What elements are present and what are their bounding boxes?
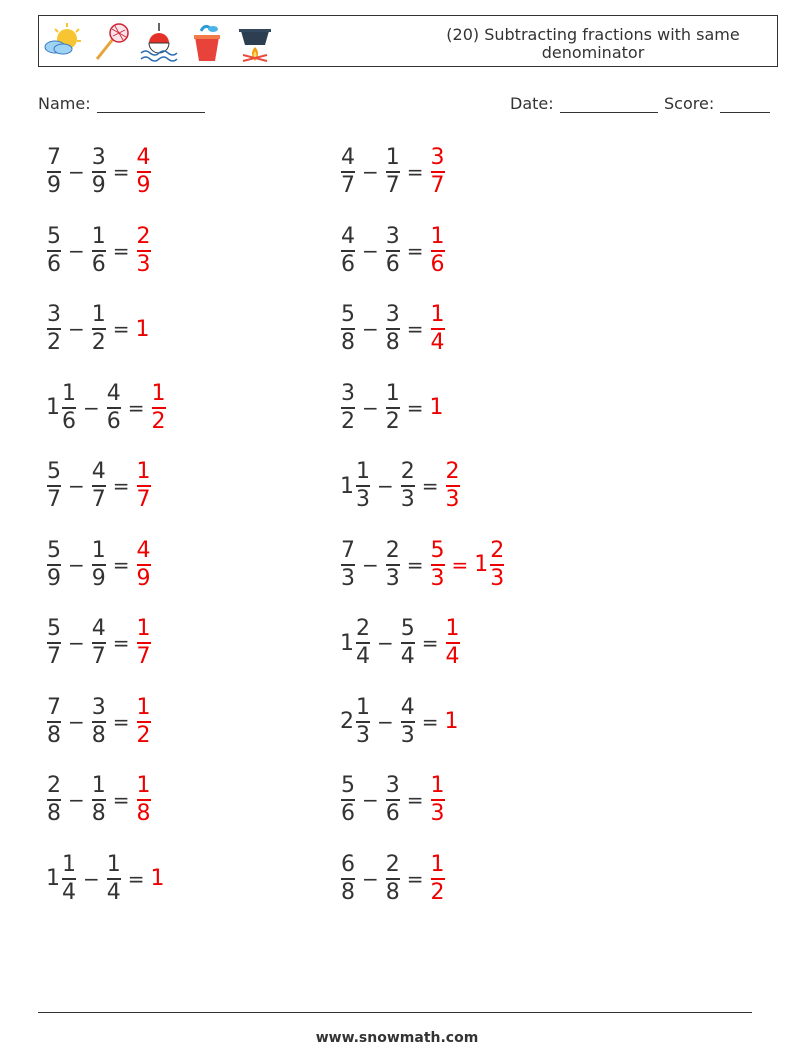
minuend-denominator: 6 — [62, 408, 76, 434]
subtrahend — [91, 224, 107, 278]
minuend-numerator: 3 — [341, 380, 355, 406]
answer — [136, 616, 152, 670]
problem-6 — [340, 302, 446, 356]
minuend-denominator: 7 — [47, 487, 61, 512]
minuend — [61, 852, 77, 906]
answer-fraction-numerator: 2 — [445, 459, 460, 484]
problem-16 — [340, 695, 460, 749]
problem-10 — [340, 459, 461, 513]
minuend-numerator: 7 — [47, 694, 61, 720]
answer-fraction-denominator: 3 — [430, 801, 445, 826]
subtrahend-numerator: 1 — [91, 223, 106, 249]
answer — [136, 224, 152, 278]
equals-sign: = — [112, 631, 130, 655]
problem-7 — [46, 381, 167, 435]
equals-sign: = — [127, 866, 145, 891]
minus-sign: − — [68, 788, 85, 812]
subtrahend-numerator: 1 — [385, 145, 400, 170]
subtrahend — [385, 852, 401, 906]
answer-fraction-numerator: 4 — [136, 145, 151, 170]
subtrahend-denominator: 2 — [385, 408, 400, 434]
minuend — [355, 695, 371, 749]
problem-20 — [340, 852, 446, 906]
subtrahend-denominator: 9 — [91, 173, 106, 198]
answer — [151, 866, 166, 891]
minuend-numerator: 1 — [356, 694, 370, 720]
minuend-numerator: 4 — [341, 145, 355, 170]
minus-sign: − — [377, 631, 394, 655]
minuend-numerator: 7 — [341, 537, 355, 563]
equals-sign: = — [127, 395, 145, 420]
answer-fraction — [151, 381, 167, 435]
date-field — [510, 94, 658, 113]
problem-5 — [46, 302, 151, 356]
header-icons — [43, 20, 275, 64]
date-label: Date: — [510, 94, 554, 113]
answer-fraction-denominator: 2 — [151, 408, 166, 434]
subtrahend-denominator: 6 — [91, 251, 106, 277]
equals-sign: = — [406, 788, 424, 812]
answer-fraction-numerator: 1 — [430, 773, 445, 798]
subtrahend-denominator: 6 — [385, 251, 400, 277]
answer-fraction-whole: 1 — [444, 709, 459, 734]
equals-sign: = — [406, 238, 424, 263]
equals-sign: = — [451, 552, 469, 577]
minuend-denominator: 8 — [47, 801, 61, 826]
minus-sign: − — [377, 474, 394, 498]
subtrahend-denominator: 8 — [385, 330, 400, 355]
answer — [430, 538, 506, 592]
answer — [445, 709, 460, 734]
subtrahend-numerator: 3 — [385, 773, 400, 798]
minuend — [340, 852, 356, 906]
minuend — [46, 538, 62, 592]
answer-fraction-denominator: 6 — [430, 251, 445, 277]
answer-fraction — [445, 459, 461, 513]
minuend-numerator: 1 — [356, 459, 370, 484]
answer-fraction-denominator: 3 — [490, 565, 505, 591]
subtrahend-numerator: 5 — [400, 616, 415, 641]
answer-fraction — [136, 538, 152, 592]
sand-bucket-icon — [187, 21, 227, 63]
subtrahend — [400, 616, 416, 670]
problem-14 — [340, 616, 461, 670]
answer-fraction-whole: 1 — [135, 316, 150, 342]
subtrahend-numerator: 4 — [400, 694, 415, 720]
minuend-numerator: 1 — [62, 851, 76, 877]
answer — [136, 695, 152, 749]
footer-divider — [38, 1012, 752, 1013]
minus-sign: − — [362, 160, 379, 184]
equals-sign: = — [406, 317, 424, 341]
minuend-denominator: 8 — [47, 722, 61, 748]
minus-sign: − — [68, 238, 85, 263]
answer-fraction — [489, 538, 505, 592]
subtrahend — [91, 616, 107, 670]
problem-13 — [46, 616, 152, 670]
minuend-denominator: 3 — [341, 565, 355, 591]
campfire-pot-icon — [235, 21, 275, 63]
subtrahend-denominator: 3 — [385, 565, 400, 591]
subtrahend-numerator: 2 — [385, 537, 400, 563]
subtrahend — [385, 538, 401, 592]
minuend-denominator: 7 — [341, 173, 355, 198]
answer — [136, 459, 152, 513]
subtrahend-denominator: 6 — [106, 408, 121, 434]
score-field — [664, 94, 770, 113]
minuend — [340, 381, 356, 435]
subtrahend — [385, 302, 401, 356]
answer-fraction-whole: 1 — [429, 395, 444, 420]
equals-sign: = — [406, 160, 424, 184]
answer — [430, 145, 446, 199]
subtrahend — [91, 538, 107, 592]
answer-fraction-denominator: 3 — [136, 251, 151, 277]
subtrahend-denominator: 8 — [385, 879, 400, 905]
minus-sign: − — [68, 160, 85, 184]
minuend-denominator: 6 — [341, 801, 355, 826]
answer-fraction-whole: 1 — [474, 552, 489, 577]
minus-sign: − — [362, 395, 379, 420]
minus-sign: − — [68, 474, 85, 498]
answer — [445, 459, 461, 513]
minuend-numerator: 2 — [356, 616, 370, 641]
answer-fraction — [445, 616, 461, 670]
answer-fraction — [430, 538, 446, 592]
subtrahend-numerator: 3 — [385, 223, 400, 249]
equals-sign: = — [112, 474, 130, 498]
subtrahend — [91, 302, 107, 356]
minus-sign: − — [68, 631, 85, 655]
equals-sign: = — [406, 395, 424, 420]
answer-fraction — [430, 852, 446, 906]
subtrahend-denominator: 3 — [400, 487, 415, 512]
name-blank[interactable] — [97, 96, 205, 113]
minuend-denominator: 2 — [341, 408, 355, 434]
answer-fraction-numerator: 1 — [430, 851, 445, 877]
equals-sign: = — [112, 709, 130, 734]
problem-12 — [340, 538, 505, 592]
subtrahend — [91, 145, 107, 199]
answer-fraction-denominator: 3 — [430, 565, 445, 591]
minuend-numerator: 5 — [341, 773, 355, 798]
answer-fraction-numerator: 1 — [430, 302, 445, 327]
minuend-denominator: 3 — [356, 722, 370, 748]
subtrahend-denominator: 6 — [385, 801, 400, 826]
minuend-denominator: 4 — [62, 879, 76, 905]
subtrahend — [400, 459, 416, 513]
minus-sign: − — [362, 866, 379, 891]
subtrahend-denominator: 7 — [91, 644, 106, 669]
answer-fraction — [136, 695, 152, 749]
minus-sign: − — [83, 395, 100, 420]
problem-19 — [46, 852, 166, 906]
answer-fraction-numerator: 2 — [490, 537, 505, 563]
answer — [445, 616, 461, 670]
minuend-numerator: 5 — [47, 537, 61, 563]
worksheet-title: (20) Subtracting fractions with same denominator — [446, 25, 740, 62]
answer-fraction-numerator: 5 — [430, 537, 445, 563]
subtrahend-numerator: 3 — [91, 145, 106, 170]
subtrahend-denominator: 3 — [400, 722, 415, 748]
problem-11 — [46, 538, 152, 592]
minuend — [340, 773, 356, 827]
score-label: Score: — [664, 94, 715, 113]
subtrahend-numerator: 2 — [385, 851, 400, 877]
subtrahend-denominator: 8 — [91, 722, 106, 748]
answer-fraction-denominator: 4 — [430, 330, 445, 355]
problem-9 — [46, 459, 152, 513]
answer — [430, 773, 446, 827]
answer — [136, 317, 151, 342]
problem-8 — [340, 381, 445, 435]
minuend-denominator: 8 — [341, 330, 355, 355]
answer — [430, 852, 446, 906]
answer-fraction-whole: 1 — [150, 866, 165, 891]
subtrahend-numerator: 3 — [385, 302, 400, 327]
minus-sign: − — [362, 317, 379, 341]
minuend-numerator: 6 — [341, 851, 355, 877]
minuend-whole: 1 — [46, 866, 60, 891]
subtrahend-numerator: 1 — [91, 773, 106, 798]
worksheet-header — [38, 15, 778, 67]
subtrahend-numerator: 4 — [91, 616, 106, 641]
answer — [430, 395, 445, 420]
subtrahend-numerator: 4 — [106, 380, 121, 406]
minuend — [46, 302, 62, 356]
minus-sign: − — [362, 238, 379, 263]
subtrahend — [106, 852, 122, 906]
subtrahend — [91, 773, 107, 827]
subtrahend — [385, 145, 401, 199]
minuend — [46, 145, 62, 199]
answer-fraction — [136, 145, 152, 199]
minuend-numerator: 2 — [47, 773, 61, 798]
answer-fraction-numerator: 3 — [430, 145, 445, 170]
equals-sign: = — [112, 788, 130, 812]
equals-sign: = — [112, 160, 130, 184]
subtrahend-denominator: 2 — [91, 330, 106, 355]
answer-fraction — [136, 459, 152, 513]
subtrahend — [385, 381, 401, 435]
problem-17 — [46, 773, 152, 827]
answer-fraction-denominator: 9 — [136, 565, 151, 591]
subtrahend-denominator: 4 — [106, 879, 121, 905]
sun-cloud-icon — [43, 21, 83, 63]
score-blank[interactable] — [720, 96, 770, 113]
subtrahend-numerator: 2 — [400, 459, 415, 484]
minuend-denominator: 9 — [47, 565, 61, 591]
minuend — [46, 224, 62, 278]
answer-fraction-numerator: 1 — [151, 380, 166, 406]
equals-sign: = — [421, 474, 439, 498]
subtrahend-denominator: 7 — [385, 173, 400, 198]
subtrahend-denominator: 8 — [91, 801, 106, 826]
equals-sign: = — [112, 552, 130, 577]
minus-sign: − — [68, 317, 85, 341]
equals-sign: = — [421, 709, 439, 734]
minuend-whole: 2 — [340, 709, 354, 734]
answer-fraction — [136, 773, 152, 827]
subtrahend — [106, 381, 122, 435]
minuend-numerator: 5 — [341, 302, 355, 327]
minuend — [355, 459, 371, 513]
minuend — [340, 538, 356, 592]
equals-sign: = — [112, 238, 130, 263]
answer — [430, 224, 446, 278]
minus-sign: − — [83, 866, 100, 891]
answer-fraction-numerator: 1 — [136, 694, 151, 720]
minuend-denominator: 4 — [356, 644, 370, 669]
subtrahend — [91, 695, 107, 749]
minuend-denominator: 9 — [47, 173, 61, 198]
subtrahend-denominator: 9 — [91, 565, 106, 591]
answer-fraction — [430, 773, 446, 827]
minuend-denominator: 2 — [47, 330, 61, 355]
problem-15 — [46, 695, 152, 749]
answer-fraction — [430, 224, 446, 278]
name-field — [38, 94, 205, 113]
date-blank[interactable] — [560, 96, 658, 113]
minuend-denominator: 7 — [47, 644, 61, 669]
answer-fraction-denominator: 7 — [430, 173, 445, 198]
answer-fraction-denominator: 7 — [136, 487, 151, 512]
minuend-numerator: 1 — [62, 380, 76, 406]
answer — [151, 381, 167, 435]
minuend-denominator: 3 — [356, 487, 370, 512]
answer-fraction-numerator: 1 — [136, 616, 151, 641]
answer-fraction-numerator: 1 — [136, 773, 151, 798]
subtrahend-numerator: 1 — [91, 537, 106, 563]
minuend — [46, 459, 62, 513]
subtrahend-numerator: 4 — [91, 459, 106, 484]
minuend-whole: 1 — [46, 395, 60, 420]
subtrahend — [91, 459, 107, 513]
minuend-numerator: 4 — [341, 223, 355, 249]
minus-sign: − — [68, 552, 85, 577]
butterfly-net-icon — [91, 21, 131, 63]
subtrahend-numerator: 1 — [91, 302, 106, 327]
footer-url: www.snowmath.com — [315, 1030, 479, 1046]
subtrahend — [385, 224, 401, 278]
problem-2 — [340, 145, 446, 199]
subtrahend-numerator: 3 — [91, 694, 106, 720]
answer-fraction-numerator: 4 — [136, 537, 151, 563]
answer-fraction — [430, 145, 446, 199]
answer-fraction-denominator: 7 — [136, 644, 151, 669]
answer-fraction-denominator: 4 — [445, 644, 460, 669]
minuend-whole: 1 — [340, 473, 354, 499]
answer — [136, 773, 152, 827]
answer-fraction — [136, 224, 152, 278]
answer-fraction — [136, 616, 152, 670]
equals-sign: = — [112, 317, 130, 341]
minuend — [340, 145, 356, 199]
minuend-numerator: 3 — [47, 302, 61, 327]
minuend — [46, 616, 62, 670]
subtrahend-denominator: 7 — [91, 487, 106, 512]
subtrahend-numerator: 1 — [106, 851, 121, 877]
problem-4 — [340, 224, 446, 278]
subtrahend-denominator: 4 — [400, 644, 415, 669]
minuend-whole: 1 — [340, 630, 354, 656]
minuend-numerator: 5 — [47, 459, 61, 484]
minus-sign: − — [362, 552, 379, 577]
equals-sign: = — [406, 552, 424, 577]
minuend-numerator: 7 — [47, 145, 61, 170]
equals-sign: = — [406, 866, 424, 891]
minuend — [355, 616, 371, 670]
minuend — [340, 302, 356, 356]
minuend — [340, 224, 356, 278]
minuend-denominator: 8 — [341, 879, 355, 905]
minuend-denominator: 6 — [341, 251, 355, 277]
answer-fraction-denominator: 2 — [136, 722, 151, 748]
minus-sign: − — [377, 709, 394, 734]
subtrahend — [385, 773, 401, 827]
problem-1 — [46, 145, 152, 199]
answer-fraction-numerator: 2 — [136, 223, 151, 249]
minuend-numerator: 5 — [47, 616, 61, 641]
minuend — [61, 381, 77, 435]
minus-sign: − — [362, 788, 379, 812]
name-label: Name: — [38, 94, 91, 113]
answer — [430, 302, 446, 356]
fishing-bobber-icon — [139, 21, 179, 63]
minuend — [46, 773, 62, 827]
answer-fraction-denominator: 2 — [430, 879, 445, 905]
answer-fraction — [430, 302, 446, 356]
answer-fraction-numerator: 1 — [430, 223, 445, 249]
answer-fraction-denominator: 9 — [136, 173, 151, 198]
minuend-denominator: 6 — [47, 251, 61, 277]
answer-fraction-denominator: 3 — [445, 487, 460, 512]
answer-fraction-numerator: 1 — [445, 616, 460, 641]
minuend — [46, 695, 62, 749]
answer-fraction-denominator: 8 — [136, 801, 151, 826]
answer — [136, 538, 152, 592]
equals-sign: = — [421, 631, 439, 655]
minuend-numerator: 5 — [47, 223, 61, 249]
answer — [136, 145, 152, 199]
problem-3 — [46, 224, 152, 278]
subtrahend — [400, 695, 416, 749]
problem-18 — [340, 773, 446, 827]
minus-sign: − — [68, 709, 85, 734]
answer-fraction-numerator: 1 — [136, 459, 151, 484]
subtrahend-numerator: 1 — [385, 380, 400, 406]
